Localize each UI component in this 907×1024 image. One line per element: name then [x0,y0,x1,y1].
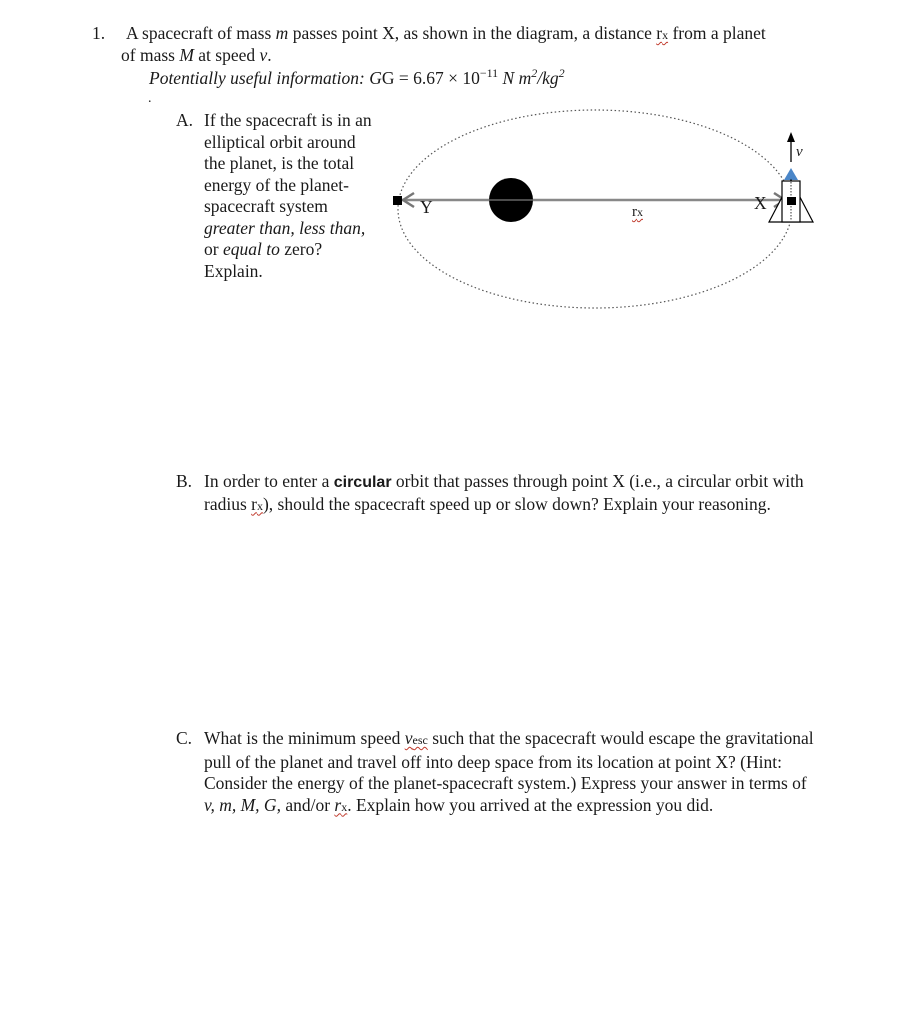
question-line-2: of mass M at speed v. [121,45,272,65]
orbit-ellipse [398,110,792,308]
stray-dot: . [148,91,152,106]
part-a-text: If the spacecraft is in an elliptical orbit around the planet, is the total energy of the planet-spacecraft system greater than, less than, or equal to zero? Explain. [204,110,372,281]
velocity-arrow-head [787,132,795,142]
label-y: Y [420,197,433,217]
part-c-text: What is the minimum speed vesc such that the spacecraft would escape the gravitational pull of the planet and travel off into deep space from its location at point X? (Hint: Consider the energy of the planet-spacecraft system.) Express your answer in terms of v, m, M, G, and/or rx. Explain how you arrived at the expression you did. [204,728,814,815]
part-c-label: C. [176,728,193,748]
r-x-symbol: rx [656,23,669,43]
part-b-text: In order to enter a circular orbit that passes through point X (i.e., a circular orbit with radius rx), should the spacecraft speed up or slow down? Explain your reasoning. [204,471,804,514]
point-y-marker [393,196,402,205]
question-line-1: A spacecraft of mass m passes point X, as shown in the diagram, a distance rx from a planet [126,23,766,43]
label-v: v [796,144,803,160]
part-a-label: A. [176,110,194,130]
useful-info: Potentially useful information: GG = $6.67 \times 10^{-11}$ N $m^2/kg^2$ [149,66,565,88]
label-r-x: rx [632,204,643,220]
part-b-label: B. [176,471,193,491]
label-x: X [754,193,767,213]
question-number: 1. [92,23,106,43]
